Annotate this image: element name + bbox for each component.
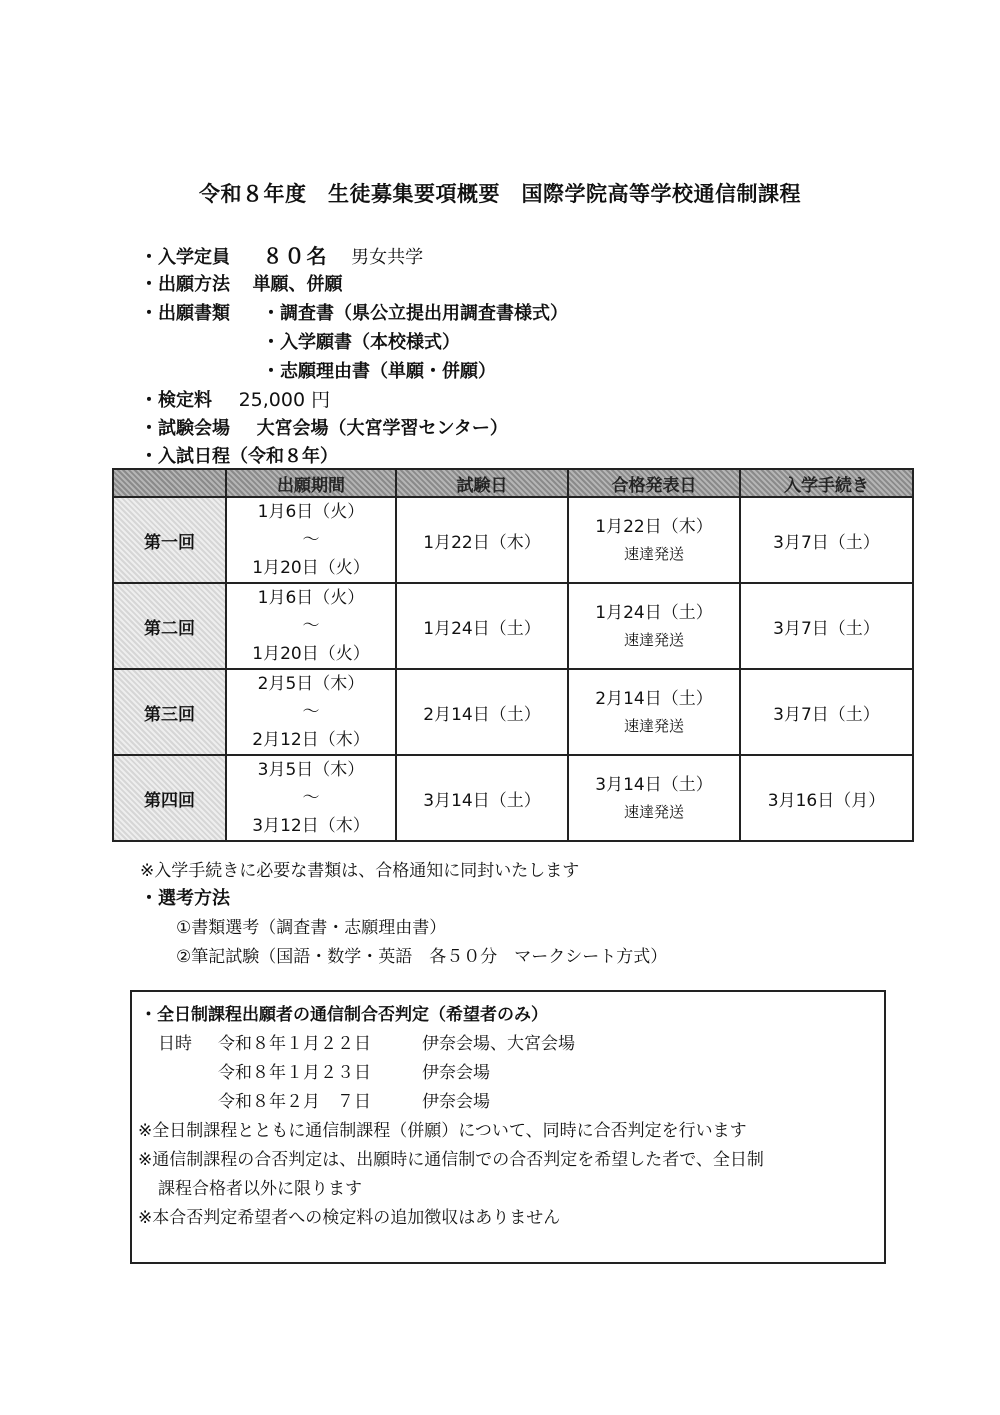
capacity-note: 男女共学 — [351, 247, 424, 268]
result-note: 速達発送 — [623, 545, 684, 563]
apply-period-cell — [226, 669, 396, 755]
table-note: ※入学手続きに必要な書類は、合格通知に同封いたします — [140, 861, 580, 881]
judgement-box — [130, 990, 886, 1264]
header-exam-date: 試験日 — [396, 469, 568, 497]
apply-start: 2月5日（木） — [257, 674, 365, 694]
judgement-date: 令和８年１月２３日 — [218, 1063, 371, 1083]
tilde: ～ — [302, 530, 320, 550]
round-label: 第二回 — [113, 583, 226, 669]
page-title: 令和８年度 生徒募集要項概要 国際学院高等学校通信制課程 — [199, 182, 801, 206]
result-date: 2月14日（土） — [595, 689, 713, 709]
schedule-label: ・入試日程（令和８年） — [140, 446, 338, 467]
round-label: 第一回 — [113, 497, 226, 583]
header-result-date: 合格発表日 — [568, 469, 740, 497]
apply-start: 3月5日（木） — [257, 760, 365, 780]
apply-end: 1月20日（火） — [252, 644, 370, 664]
result-note: 速達発送 — [623, 717, 684, 735]
capacity-label: ・入学定員 — [140, 247, 230, 268]
result-note: 速達発送 — [623, 631, 684, 649]
judgement-venue: 伊奈会場 — [422, 1063, 490, 1083]
capacity-value: ８０名 — [262, 244, 329, 268]
apply-period-cell — [226, 583, 396, 669]
apply-end: 2月12日（木） — [252, 730, 370, 750]
schedule-header-row — [113, 469, 913, 497]
header-enrollment: 入学手続き — [740, 469, 913, 497]
doc-item: ・志願理由書（単願・併願） — [262, 361, 496, 382]
enroll-date: 3月16日（月） — [740, 755, 913, 841]
tilde: ～ — [302, 702, 320, 722]
result-cell — [568, 583, 740, 669]
method-label: ・出願方法 — [140, 274, 230, 295]
apply-period-cell — [226, 497, 396, 583]
result-date: 1月24日（土） — [595, 603, 713, 623]
apply-start: 1月6日（火） — [257, 588, 365, 608]
result-cell — [568, 497, 740, 583]
box-note: ※通信制課程の合否判定は、出願時に通信制での合否判定を希望した者で、全日制 — [138, 1150, 764, 1170]
round-label: 第四回 — [113, 755, 226, 841]
judgement-date: 令和８年２月 ７日 — [218, 1092, 371, 1112]
date-label: 日時 — [158, 1034, 192, 1054]
apply-start: 1月6日（火） — [257, 502, 365, 522]
result-date: 1月22日（木） — [595, 517, 713, 537]
apply-end: 3月12日（木） — [252, 816, 370, 836]
fee-label: ・検定料 — [140, 390, 212, 411]
method-row — [140, 270, 343, 296]
enroll-date: 3月7日（土） — [740, 669, 913, 755]
selection-label: ・選考方法 — [140, 888, 230, 909]
exam-date: 1月24日（土） — [396, 583, 568, 669]
selection-method: ①書類選考（調査書・志願理由書） — [176, 918, 447, 938]
result-cell — [568, 755, 740, 841]
exam-date: 1月22日（木） — [396, 497, 568, 583]
exam-date: 3月14日（土） — [396, 755, 568, 841]
venue-label: ・試験会場 — [140, 418, 230, 439]
box-note: ※全日制課程とともに通信制課程（併願）について、同時に合否判定を行います — [138, 1121, 747, 1141]
table-row — [113, 669, 913, 755]
method-value: 単願、併願 — [252, 274, 343, 295]
table-row — [113, 497, 913, 583]
result-date: 3月14日（土） — [595, 775, 713, 795]
judgement-date: 令和８年１月２２日 — [218, 1034, 371, 1054]
table-row — [113, 583, 913, 669]
fee-row — [140, 385, 330, 412]
header-apply-period: 出願期間 — [226, 469, 396, 497]
box-note: 課程合格者以外に限ります — [158, 1179, 362, 1199]
judgement-venue: 伊奈会場、大宮会場 — [422, 1034, 575, 1054]
doc-item: ・調査書（県公立提出用調査書様式） — [262, 303, 568, 324]
enroll-date: 3月7日（土） — [740, 583, 913, 669]
tilde: ～ — [302, 788, 320, 808]
box-heading: ・全日制課程出願者の通信制合否判定（希望者のみ） — [140, 1005, 548, 1025]
selection-method: ②筆記試験（国語・数学・英語 各５０分 マークシート方式） — [176, 947, 668, 967]
enroll-date: 3月7日（土） — [740, 497, 913, 583]
header-round — [113, 469, 226, 497]
table-row — [113, 755, 913, 841]
tilde: ～ — [302, 616, 320, 636]
capacity-row — [140, 240, 423, 269]
round-label: 第三回 — [113, 669, 226, 755]
venue-row — [140, 414, 508, 440]
schedule-table — [112, 468, 914, 842]
result-cell — [568, 669, 740, 755]
fee-value: 25,000 円 — [238, 389, 331, 411]
doc-item: ・入学願書（本校様式） — [262, 332, 460, 353]
apply-period-cell — [226, 755, 396, 841]
box-note: ※本合否判定希望者への検定料の追加徴収はありません — [138, 1208, 561, 1228]
docs-label: ・出願書類 — [140, 303, 230, 324]
apply-end: 1月20日（火） — [252, 558, 370, 578]
venue-value: 大宮会場（大宮学習センター） — [256, 418, 508, 439]
exam-date: 2月14日（土） — [396, 669, 568, 755]
result-note: 速達発送 — [623, 803, 684, 821]
judgement-venue: 伊奈会場 — [422, 1092, 490, 1112]
